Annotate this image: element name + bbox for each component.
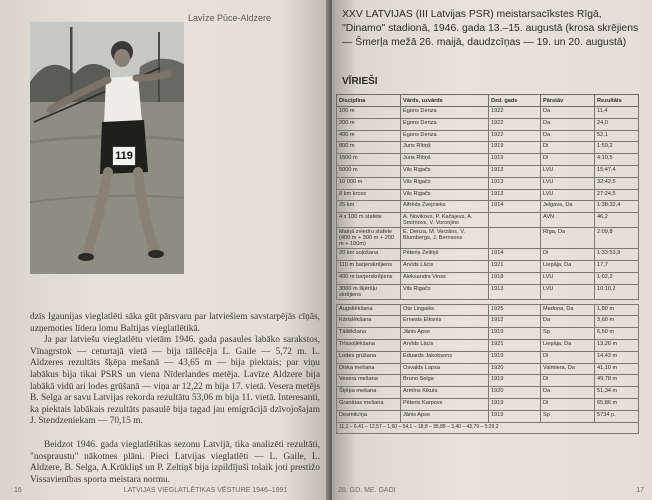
table-cell: 46,2 bbox=[595, 213, 639, 228]
table-cell: Di bbox=[541, 249, 595, 261]
table-cell: 3,60 m bbox=[595, 316, 639, 328]
table-cell: 110 m barjerskrējiens bbox=[337, 260, 401, 272]
table-cell: Trīssoļlēkšana bbox=[337, 339, 401, 351]
table-row bbox=[337, 363, 639, 375]
table-cell: 1:02,2 bbox=[595, 272, 639, 284]
table-cell: 1922 bbox=[489, 107, 541, 119]
table-cell: 8 km kross bbox=[337, 189, 401, 201]
table-cell: 1914 bbox=[489, 249, 541, 261]
table-cell: 14,43 m bbox=[595, 351, 639, 363]
table-cell: 4 x 100 m stafete bbox=[337, 213, 401, 228]
table-cell: 1920 bbox=[489, 363, 541, 375]
table-cell: Maiņā zviedru stafete (400 m + 300 m + 200 m + 100m) bbox=[337, 228, 401, 249]
table-row bbox=[337, 398, 639, 410]
table-cell: 1919 bbox=[489, 142, 541, 154]
table-row bbox=[337, 177, 639, 189]
table-cell: Da bbox=[541, 107, 595, 119]
table-cell: Sp bbox=[541, 328, 595, 340]
table-cell: Alfrēds Zvejnieks bbox=[401, 201, 489, 213]
table-cell: 1500 m bbox=[337, 154, 401, 166]
table-cell: Arvīds Lācis bbox=[401, 339, 489, 351]
right-page bbox=[332, 0, 652, 500]
table-cell: 52,1 bbox=[595, 130, 639, 142]
table-cell: Eduards Jakobsons bbox=[401, 351, 489, 363]
table-cell: Jānis Apse bbox=[401, 328, 489, 340]
results-table bbox=[336, 94, 639, 434]
body-text bbox=[30, 312, 320, 486]
table-cell: 24,0 bbox=[595, 118, 639, 130]
table-cell: 1912 bbox=[489, 316, 541, 328]
table-cell: 400 m barjerskrējiens bbox=[337, 272, 401, 284]
table-row bbox=[337, 213, 639, 228]
table-row bbox=[337, 249, 639, 261]
table-row bbox=[337, 130, 639, 142]
right-footer bbox=[338, 487, 644, 494]
table-cell: Egons Denza bbox=[401, 118, 489, 130]
table-cell: 4:10,5 bbox=[595, 154, 639, 166]
table-cell: 1919 bbox=[489, 351, 541, 363]
table-row bbox=[337, 375, 639, 387]
table-cell: Di bbox=[541, 142, 595, 154]
page-number: 17 bbox=[636, 487, 644, 494]
table-cell: Vils Rigačs bbox=[401, 165, 489, 177]
table-row bbox=[337, 304, 639, 316]
table-cell: 49,78 m bbox=[595, 375, 639, 387]
table-cell: 100 m bbox=[337, 107, 401, 119]
paragraph: dzīs Igaunijas vieglatlēti sāka gūt pārsvaru par latviešiem savstarpējās cīņās, uzņemoties līdera lomu Baltijas vieglatlētikā. bbox=[30, 312, 320, 334]
table-cell: Vils Rigačs bbox=[401, 177, 489, 189]
table-cell: 32:42,5 bbox=[595, 177, 639, 189]
decathlon-note: 11,1 – 6,41 – 12,57 – 1,60 – 54,1 – 18,8 – 35,88 – 3,40 – 43,79 – 5:29,2 bbox=[337, 422, 639, 434]
table-cell: 1:38:32,4 bbox=[595, 201, 639, 213]
table-cell: Osvalds Lapsa bbox=[401, 363, 489, 375]
table-cell: 65,86 m bbox=[595, 398, 639, 410]
table-cell: Liepāja, Da bbox=[541, 260, 595, 272]
table-cell: 1919 bbox=[489, 328, 541, 340]
table-cell: E. Denza, M. Verzāns, V. Blumbergs, J. Bernsons bbox=[401, 228, 489, 249]
table-cell: 1922 bbox=[489, 118, 541, 130]
table-cell: Arvīds Lācis bbox=[401, 260, 489, 272]
table-cell: 27:24,5 bbox=[595, 189, 639, 201]
table-row bbox=[337, 165, 639, 177]
table-cell bbox=[489, 213, 541, 228]
table-cell: 1919 bbox=[489, 154, 541, 166]
table-cell: LVU bbox=[541, 177, 595, 189]
table-row bbox=[337, 107, 639, 119]
table-row bbox=[337, 387, 639, 399]
table-row bbox=[337, 410, 639, 422]
table-cell: Egons Denza bbox=[401, 130, 489, 142]
table-cell: 1913 bbox=[489, 165, 541, 177]
table-row bbox=[337, 142, 639, 154]
results-heading: XXV LATVIJAS (III Latvijas PSR) meistarsacīkstes Rīgā, "Dinamo" stadionā, 1946. gada 13.–15. augustā (krosa skrējiens — Šmerļa mežā 26. maijā, daudzcīņas — 19. un 20. augustā) bbox=[342, 9, 639, 48]
table-cell: 800 m bbox=[337, 142, 401, 154]
table-row bbox=[337, 118, 639, 130]
table-cell: 1,80 m bbox=[595, 304, 639, 316]
table-cell: 1:59,2 bbox=[595, 142, 639, 154]
table-cell: Da bbox=[541, 316, 595, 328]
table-cell: 5000 m bbox=[337, 165, 401, 177]
page-number: 16 bbox=[14, 487, 22, 494]
col-header: Dzd. gads bbox=[489, 95, 541, 107]
table-cell: Juris Rītiņš bbox=[401, 154, 489, 166]
table-cell: 400 m bbox=[337, 130, 401, 142]
table-cell: Diska mešana bbox=[337, 363, 401, 375]
table-cell: Jelgava, Da bbox=[541, 201, 595, 213]
table-cell: A. Novikovs, P. Kačajevs, A. Smirnovs, V. Voronjins bbox=[401, 213, 489, 228]
table-body bbox=[337, 107, 639, 434]
table-header-row bbox=[337, 95, 639, 107]
table-cell: 20 km soļošana bbox=[337, 249, 401, 261]
table-row bbox=[337, 351, 639, 363]
left-footer bbox=[14, 487, 287, 494]
table-row bbox=[337, 328, 639, 340]
table-cell: AVN bbox=[541, 213, 595, 228]
table-cell: Da bbox=[541, 118, 595, 130]
table-cell: 3000 m šķēršļu skrējiens bbox=[337, 284, 401, 299]
table-cell: 6,50 m bbox=[595, 328, 639, 340]
table-cell: Ernests Elksnis bbox=[401, 316, 489, 328]
table-cell: 200 m bbox=[337, 118, 401, 130]
table-cell bbox=[489, 228, 541, 249]
bib-number: 119 bbox=[112, 146, 136, 166]
table-cell: LVU bbox=[541, 272, 595, 284]
paragraph: Ja par latviešu vieglatlētu vietām 1946. gada pasaules labāko sarakstos, Vīnagrstok — ceturtajā vietā — bija tāllēcēja L. Gaile — 5,72 m. L. Aldzeres rezultāts šķēpa mešanā — 43,65 m — bija piektais; par viņu labākus bija tikai PSRS un viena Nīderlandes metēja. Lavīze Aldzere bija labākā vidū ari lodes grūšanā — viņa ar 12,22 m bija 17. vietā. Vesera metējs B. Selga ar savu Latvijas rekorda rezultātu 53,06 m bija 11. vietā. Interesanti, ka piektais labākais rezultāts pasaulē bija tagad jau emigrācijā dzīvojošajam J. Stendzeniekam — 70,15 m. bbox=[30, 335, 320, 427]
table-cell: Rīga, Da bbox=[541, 228, 595, 249]
table-row bbox=[337, 339, 639, 351]
table-cell: 1925 bbox=[489, 304, 541, 316]
javelin-thrower-illustration bbox=[30, 22, 184, 274]
table-cell: LVU bbox=[541, 189, 595, 201]
section-title: VĪRIEŠI bbox=[342, 76, 378, 87]
table-cell: Egons Denza bbox=[401, 107, 489, 119]
table-row bbox=[337, 284, 639, 299]
table-row bbox=[337, 154, 639, 166]
table-cell: Oto Lingaiks bbox=[401, 304, 489, 316]
table-cell: 1914 bbox=[489, 201, 541, 213]
table-cell: Juris Rītiņš bbox=[401, 142, 489, 154]
table-row bbox=[337, 189, 639, 201]
table-row bbox=[337, 272, 639, 284]
col-header: Vārds, uzvārds bbox=[401, 95, 489, 107]
table-cell: 2:09,8 bbox=[595, 228, 639, 249]
table-cell: 5734 p. bbox=[595, 410, 639, 422]
table-cell: Armīns Kikuts bbox=[401, 387, 489, 399]
table-cell: Vils Rigačs bbox=[401, 284, 489, 299]
table-cell: 17,7 bbox=[595, 260, 639, 272]
table-cell: 1:33:53,9 bbox=[595, 249, 639, 261]
table-cell: 1921 bbox=[489, 339, 541, 351]
table-row bbox=[337, 201, 639, 213]
table-cell: Da bbox=[541, 387, 595, 399]
table-cell: 41,10 m bbox=[595, 363, 639, 375]
table-cell: Šķēpa mešana bbox=[337, 387, 401, 399]
athlete-photo bbox=[30, 22, 184, 274]
table-cell: 1913 bbox=[489, 189, 541, 201]
table-cell: Da bbox=[541, 130, 595, 142]
col-header: Pārstāv bbox=[541, 95, 595, 107]
table-cell: 51,34 m bbox=[595, 387, 639, 399]
running-footer: 28. GD. ME. GADI bbox=[338, 487, 396, 494]
col-header: Disciplīna bbox=[337, 95, 401, 107]
running-footer: LATVIJAS VIEGLATLĒTIKAS VĒSTURE 1946–1991 bbox=[123, 487, 288, 494]
table-cell: 1922 bbox=[489, 130, 541, 142]
table-cell: Bruno Selga bbox=[401, 375, 489, 387]
table-cell: Madona, Da bbox=[541, 304, 595, 316]
table-cell: 1919 bbox=[489, 398, 541, 410]
table-cell: Lodes grūšana bbox=[337, 351, 401, 363]
table-cell: 1920 bbox=[489, 387, 541, 399]
table-cell: 1919 bbox=[489, 410, 541, 422]
table-cell: Di bbox=[541, 398, 595, 410]
table-cell: 10:10,2 bbox=[595, 284, 639, 299]
table-row bbox=[337, 228, 639, 249]
table-cell: LVU bbox=[541, 284, 595, 299]
table-cell: Kārtslēkšana bbox=[337, 316, 401, 328]
table-cell: Tāllēkšana bbox=[337, 328, 401, 340]
table-cell: Valmiera, Da bbox=[541, 363, 595, 375]
table-cell: Liepāja, Da bbox=[541, 339, 595, 351]
table-cell: 25 km bbox=[337, 201, 401, 213]
table-cell: 1918 bbox=[489, 272, 541, 284]
table-cell: Pēteris Zeltiņš bbox=[401, 249, 489, 261]
paragraph: Beidzot 1946. gada vieglatlētikas sezonu Latvijā, tika analizēti rezultāti, "nospraustu" nākotnes plāni. Pieci Latvijas vieglatlēti — L. Gaile, L. Aldzere, B. Selga, A.Krūkliņš un P. Zeltiņš bija izpildījuši tolaik joti prestižo Vissavienības sporta meistara normu. bbox=[30, 439, 320, 485]
photo-caption: Lavīze Pūce-Aldzere bbox=[188, 13, 272, 23]
table-cell: Vils Rigačs bbox=[401, 189, 489, 201]
table-cell: 10 000 m bbox=[337, 177, 401, 189]
table-cell: Augstlēkšana bbox=[337, 304, 401, 316]
table-cell: LVU bbox=[541, 165, 595, 177]
table-cell: Desmitcīņa bbox=[337, 410, 401, 422]
table-cell: Vesera mešana bbox=[337, 375, 401, 387]
table-cell: Sp bbox=[541, 410, 595, 422]
table-cell: 1913 bbox=[489, 284, 541, 299]
table-cell: 13,26 m bbox=[595, 339, 639, 351]
table-cell: 11,4 bbox=[595, 107, 639, 119]
table-cell: 1919 bbox=[489, 375, 541, 387]
table-cell: 1921 bbox=[489, 260, 541, 272]
col-header: Rezultāts bbox=[595, 95, 639, 107]
table-cell: Jānis Apse bbox=[401, 410, 489, 422]
table-cell: Granātas mešana bbox=[337, 398, 401, 410]
table-cell: 1913 bbox=[489, 177, 541, 189]
table-cell: Pēteris Karpovs bbox=[401, 398, 489, 410]
table-cell: Di bbox=[541, 351, 595, 363]
table-row bbox=[337, 260, 639, 272]
table-cell: Di bbox=[541, 375, 595, 387]
table-row bbox=[337, 316, 639, 328]
table-cell: Aleksandrs Vinss bbox=[401, 272, 489, 284]
table-cell: Di bbox=[541, 154, 595, 166]
decathlon-note-row bbox=[337, 422, 639, 434]
table-cell: 15:47,4 bbox=[595, 165, 639, 177]
